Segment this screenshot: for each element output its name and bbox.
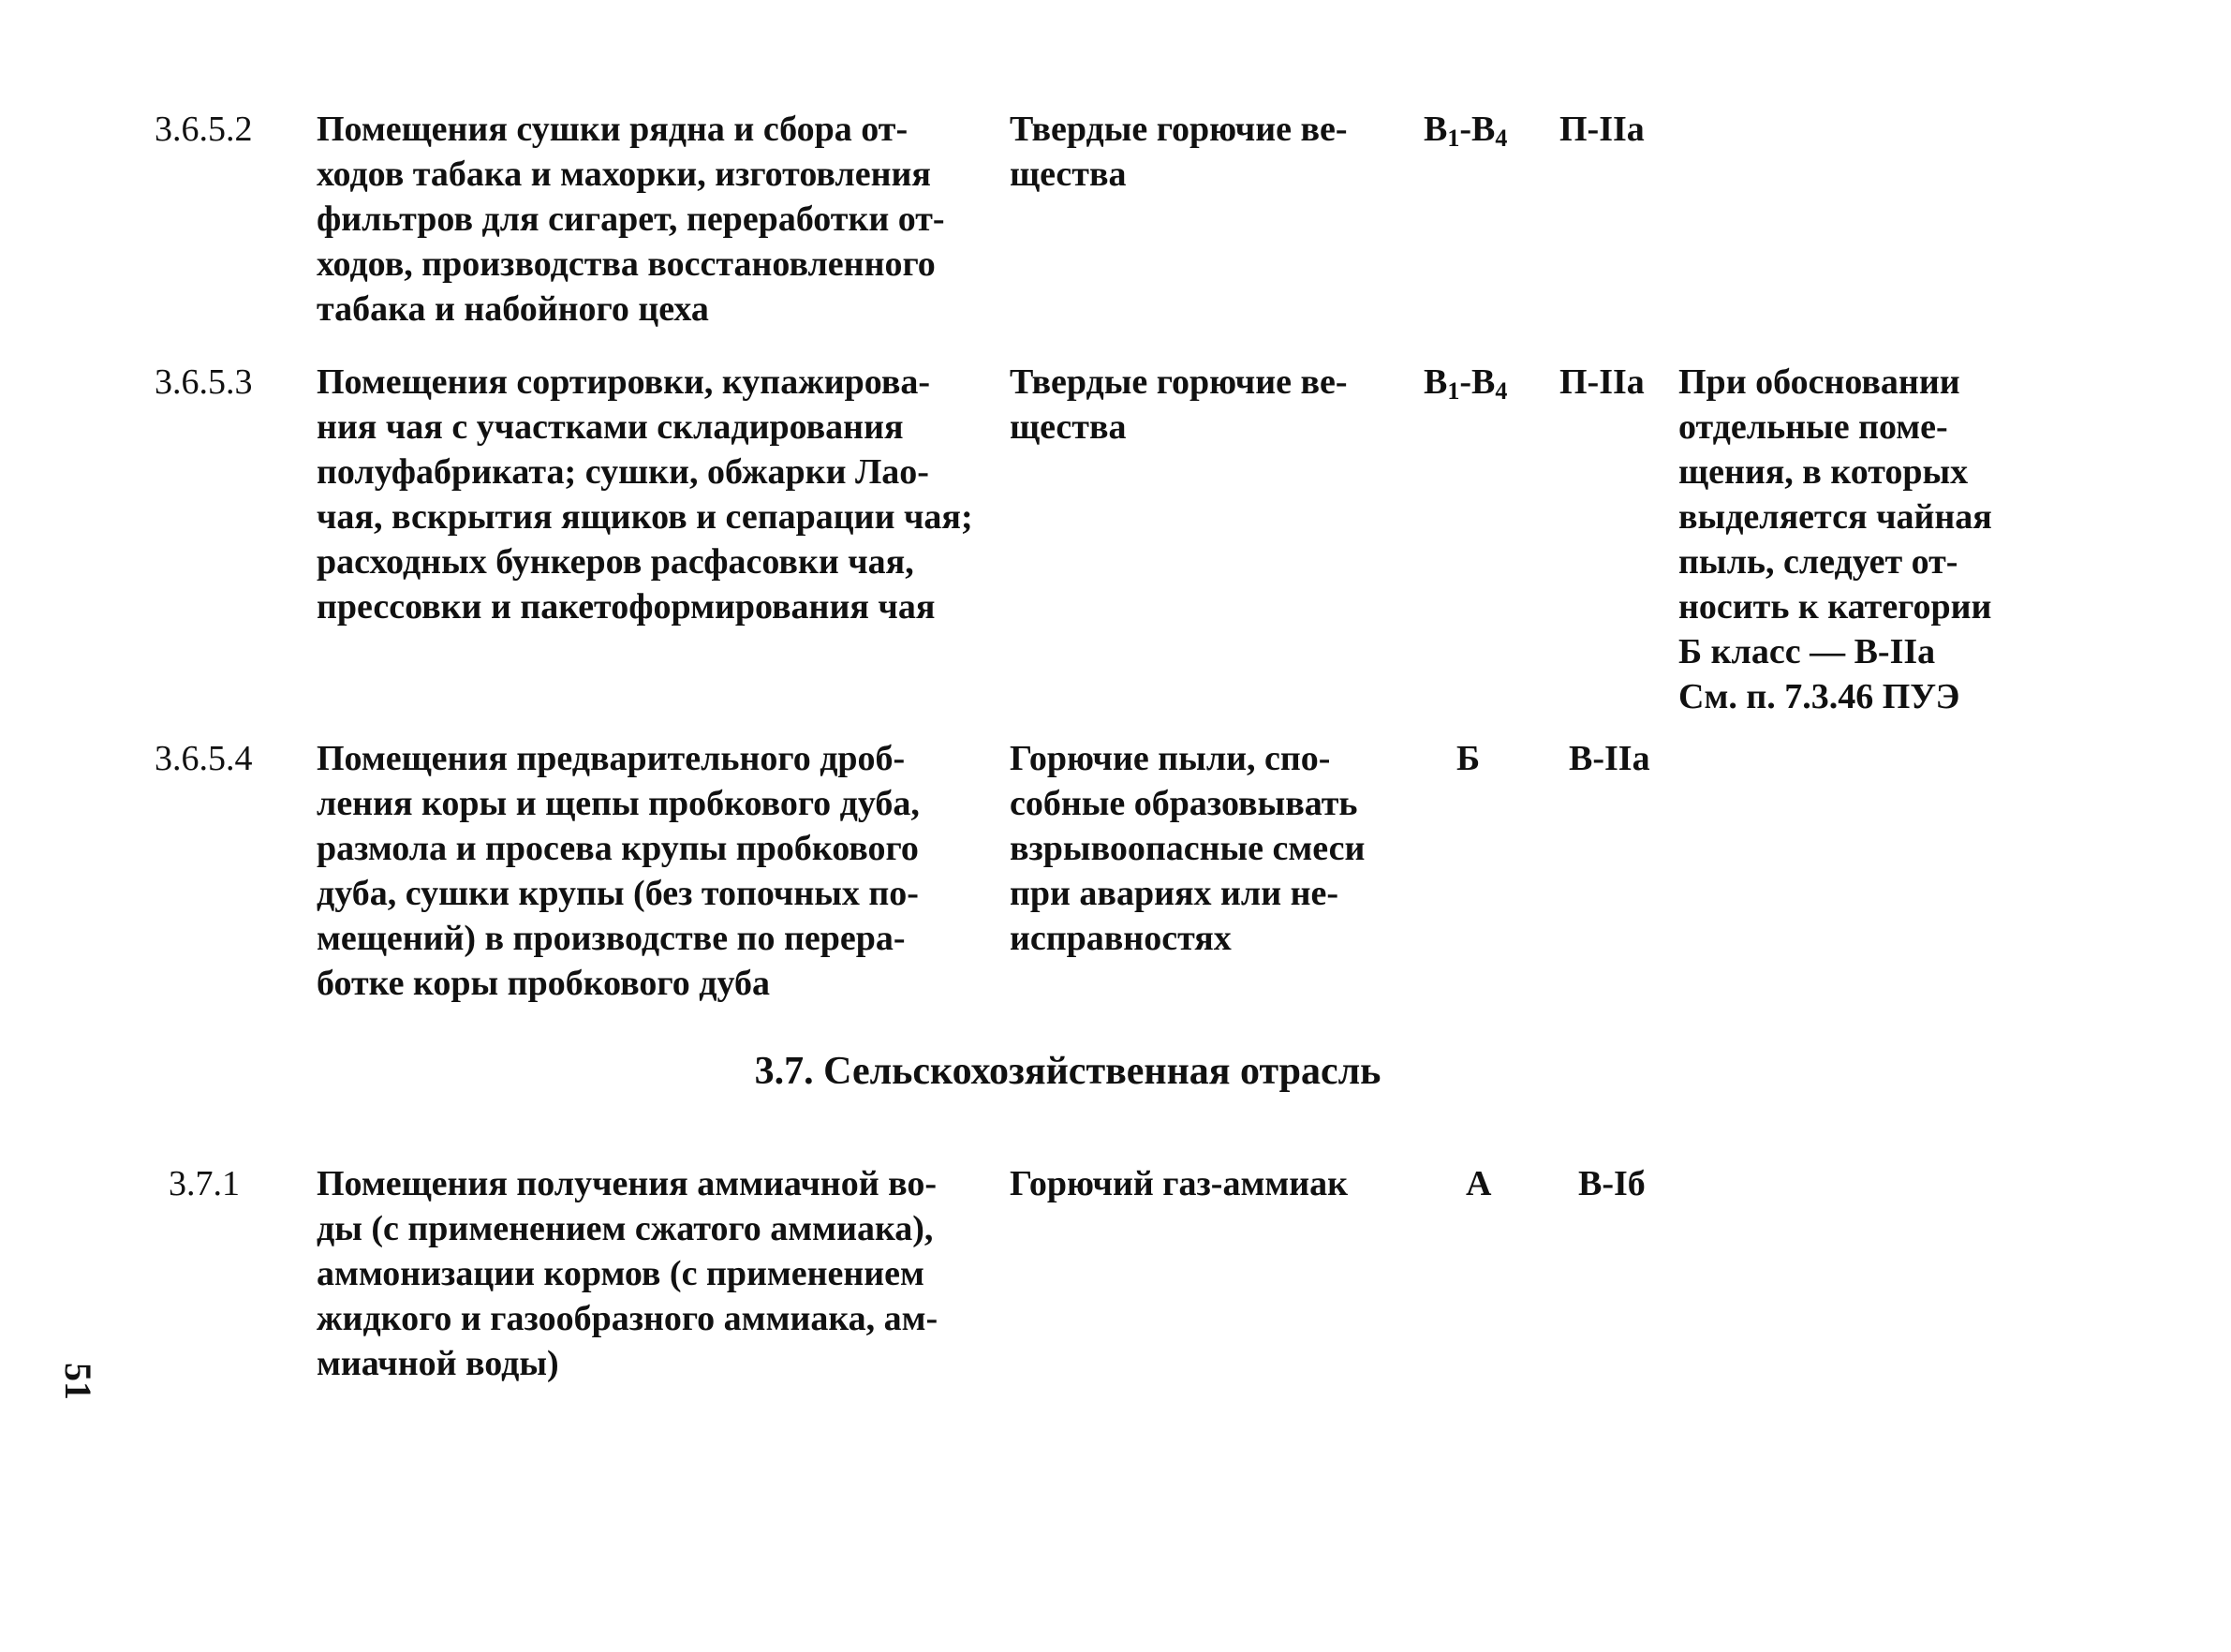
hazard-category [1424,107,1545,152]
hazard-category [1424,360,1545,405]
category-subscript: 4 [1495,377,1508,405]
hazard-category: Б [1456,739,1481,778]
note-text: При обосновании отдельные поме- щения, в которых выделяется чайная пыль, следует от- носить к категории Б класс — В-IIа См. п. 7.3.46 ПУЭ [1678,362,1992,716]
category-separator: -В [1459,362,1496,402]
substance-description: Горючий газ-аммиак [1010,1164,1349,1203]
zone-class: В-Iб [1578,1164,1646,1203]
category-letter: В [1424,362,1448,402]
room-description: Помещения сортировки, купажирова- ния чая с участками складирования полуфабриката; сушки, обжарки Лао- чая, вскрытия ящиков и сепарации чая; расходных бункеров расфасовки чая, прессовки и пакетоформирования чая [317,362,973,627]
category-subscript: 1 [1447,125,1460,152]
hazard-category: А [1466,1164,1492,1203]
substance-description: Горючие пыли, спо- собные образовывать взрывоопасные смеси при авариях или не- исправностях [1010,739,1366,958]
item-number: 3.6.5.3 [155,362,253,402]
category-subscript: 4 [1495,125,1508,152]
item-number: 3.6.5.4 [155,739,253,778]
category-letter: В [1424,110,1448,149]
substance-description: Твердые горючие ве- щества [1010,362,1348,447]
room-description: Помещения предварительного дроб- ления коры и щепы пробкового дуба, размола и просева крупы пробкового дуба, сушки крупы (без топочных по- мещений) в производстве по перера- ботке коры пробкового дуба [317,739,920,1003]
zone-class: П-IIа [1559,362,1645,402]
zone-class: В-IIа [1569,739,1650,778]
substance-description: Твердые горючие ве- щества [1010,110,1348,194]
category-subscript: 1 [1447,377,1460,405]
category-separator: -В [1459,110,1496,149]
page-number: 51 [57,1363,99,1400]
item-number: 3.6.5.2 [155,110,253,149]
room-description: Помещения получения аммиачной во- ды (с применением сжатого аммиака), аммонизации кормов (с применением жидкого и газообразного аммиака, ам- миачной воды) [317,1164,938,1383]
item-number: 3.7.1 [169,1164,240,1203]
room-description: Помещения сушки рядна и сбора от- ходов табака и махорки, изготовления фильтров для сигарет, переработки от- ходов, производства восстановленного табака и набойного цеха [317,110,945,329]
zone-class: П-IIа [1559,110,1645,149]
section-heading: 3.7. Сельскохозяйственная отрасль [754,1050,1381,1093]
